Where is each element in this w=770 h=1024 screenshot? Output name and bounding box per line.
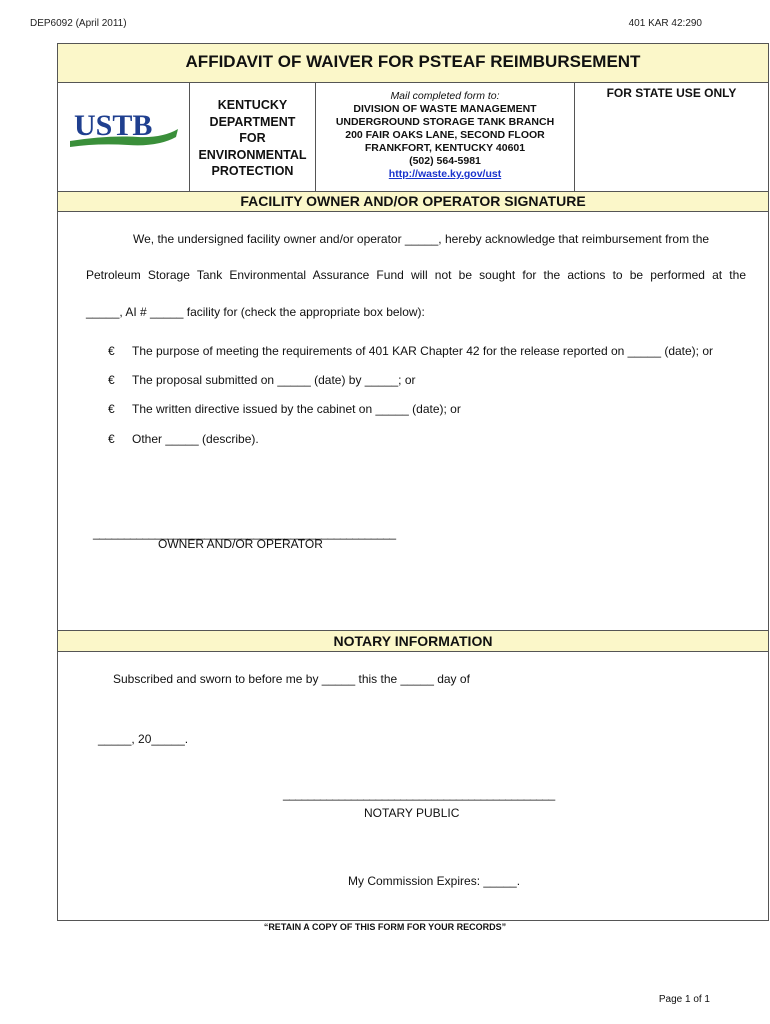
form-frame xyxy=(57,43,769,921)
info-row xyxy=(58,83,768,192)
body-line-2: Petroleum Storage Tank Environmental Assurance Fund will not be sought for the actions to be performed at the xyxy=(86,268,746,282)
checkbox-icon[interactable]: € xyxy=(108,402,115,416)
body-line-3: _____, AI # _____ facility for (check the appropriate box below): xyxy=(86,305,425,319)
option-label: The purpose of meeting the requirements of 401 KAR Chapter 42 for the release reported on _____ (date); or xyxy=(132,344,714,358)
svg-text:USTB: USTB xyxy=(74,109,153,142)
option-item[interactable] xyxy=(108,344,713,358)
option-label: The proposal submitted on _____ (date) by _____; or xyxy=(132,373,416,387)
dept-line: DEPARTMENT xyxy=(209,114,296,129)
ustb-logo xyxy=(68,107,180,149)
regulation-ref: 401 KAR 42:290 xyxy=(628,18,702,29)
retain-copy-note: “RETAIN A COPY OF THIS FORM FOR YOUR RECORDS” xyxy=(263,922,507,932)
department-name xyxy=(189,83,316,191)
address-line: FRANKFORT, KENTUCKY 40601 xyxy=(364,142,526,154)
body-line-1: We, the undersigned facility owner and/or operator _____, hereby acknowledge that reimbursement from the xyxy=(133,232,710,246)
address-line: (502) 564-5981 xyxy=(409,155,481,167)
section-notary: NOTARY INFORMATION xyxy=(58,630,768,652)
notary-line-2: _____, 20_____. xyxy=(98,732,189,746)
dept-line: FOR xyxy=(239,131,266,145)
notary-line-1: Subscribed and sworn to before me by _____ this the _____ day of xyxy=(113,672,470,686)
notary-signature-label: NOTARY PUBLIC xyxy=(364,806,460,820)
checkbox-icon[interactable]: € xyxy=(108,432,115,446)
address-line: 200 FAIR OAKS LANE, SECOND FLOOR xyxy=(345,129,545,141)
mailing-address xyxy=(316,83,575,191)
checkbox-icon[interactable]: € xyxy=(108,373,115,387)
address-line: UNDERGROUND STORAGE TANK BRANCH xyxy=(335,116,555,128)
notary-signature-line[interactable]: ____________________________________________ xyxy=(283,787,555,801)
commission-expires: My Commission Expires: _____. xyxy=(348,874,521,888)
option-item[interactable] xyxy=(108,373,416,387)
owner-signature-label: OWNER AND/OR OPERATOR xyxy=(158,537,323,551)
form-id: DEP6092 (April 2011) xyxy=(30,18,127,29)
form-title: AFFIDAVIT OF WAIVER FOR PSTEAF REIMBURSEMENT xyxy=(58,44,768,83)
dept-line: PROTECTION xyxy=(211,164,294,178)
option-label: Other _____ (describe). xyxy=(132,432,259,446)
page-number: Page 1 of 1 xyxy=(658,994,710,1005)
mail-title: Mail completed form to: xyxy=(390,90,500,102)
address-line: DIVISION OF WASTE MANAGEMENT xyxy=(353,103,537,115)
owner-signature-line[interactable]: _________________________________________________ xyxy=(93,526,396,540)
option-item[interactable] xyxy=(108,432,259,446)
checkbox-icon[interactable]: € xyxy=(108,344,115,358)
section-owner-signature: FACILITY OWNER AND/OR OPERATOR SIGNATURE xyxy=(58,192,768,212)
dept-line: ENVIRONMENTAL xyxy=(198,147,307,162)
option-label: The written directive issued by the cabinet on _____ (date); or xyxy=(132,402,461,416)
option-item[interactable] xyxy=(108,402,461,416)
logo-cell xyxy=(58,83,189,191)
dept-line: KENTUCKY xyxy=(217,98,288,112)
website-link[interactable]: http://waste.ky.gov/ust xyxy=(388,168,502,180)
state-use-only: FOR STATE USE ONLY xyxy=(606,86,737,100)
